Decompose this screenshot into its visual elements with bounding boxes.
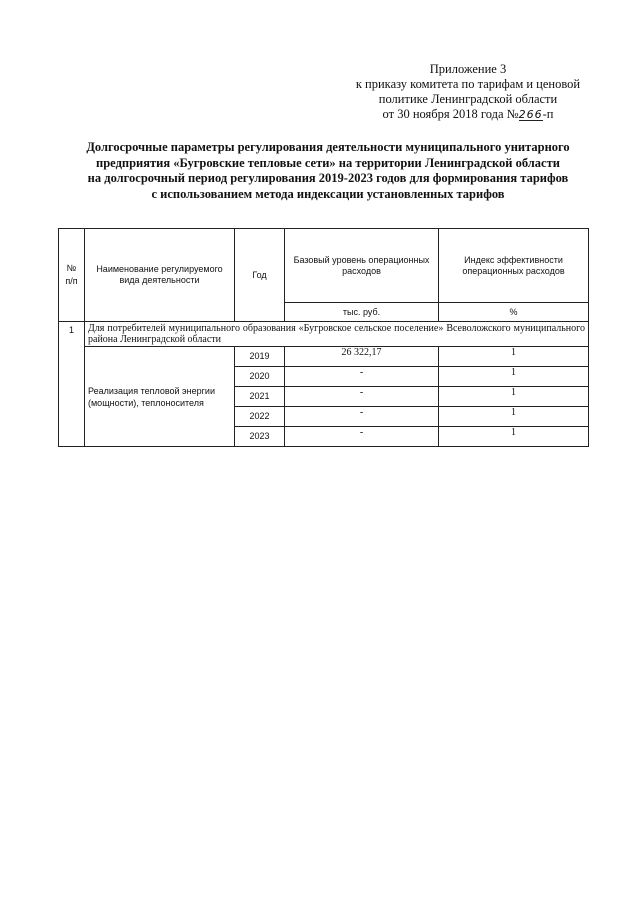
header-number-sign: № (66, 263, 77, 273)
row-base-level: 26 322,17 (285, 347, 439, 367)
appendix-title: Приложение 3 (429, 62, 507, 76)
unit-efficiency-index: % (439, 303, 589, 322)
group-number: 1 (59, 322, 85, 447)
row-efficiency-index: 1 (439, 427, 589, 447)
appendix-header (340, 62, 596, 122)
order-suffix: -п (542, 107, 554, 121)
table-header-row (59, 229, 589, 303)
table-row (59, 347, 589, 367)
row-year: 2021 (235, 387, 285, 407)
header-number-abbr: п/п (65, 276, 78, 286)
unit-base-level: тыс. руб. (285, 303, 439, 322)
row-base-level: - (285, 387, 439, 407)
row-base-level: - (285, 367, 439, 387)
title-line-3: на долгосрочный период регулирования 2019-2023 годов для формирования тарифов (87, 171, 569, 185)
row-base-level: - (285, 427, 439, 447)
title-line-4: с использованием метода индексации установленных тарифов (151, 186, 505, 201)
title-line-1: Долгосрочные параметры регулирования деятельности муниципального унитарного (86, 140, 570, 154)
row-base-level: - (285, 407, 439, 427)
header-base-level: Базовый уровень операционных расходов (285, 229, 439, 303)
row-efficiency-index: 1 (439, 367, 589, 387)
row-year: 2020 (235, 367, 285, 387)
header-year: Год (235, 229, 285, 322)
activity-name: Реализация тепловой энергии (мощности), теплоносителя (85, 347, 235, 447)
appendix-date-line (340, 107, 596, 122)
row-efficiency-index: 1 (439, 407, 589, 427)
appendix-order-ref: к приказу комитета по тарифам и ценовой (355, 77, 581, 91)
document-title (72, 140, 584, 202)
row-year: 2019 (235, 347, 285, 367)
row-efficiency-index: 1 (439, 387, 589, 407)
header-activity: Наименование регулируемого вида деятельности (85, 229, 235, 322)
order-number-handwritten: 266 (518, 108, 543, 121)
group-description: Для потребителей муниципального образования «Бугровское сельское поселение» Всеволожского муниципального района Ленинградской области (85, 322, 589, 347)
row-year: 2023 (235, 427, 285, 447)
table-group-row (59, 322, 589, 347)
appendix-date: от 30 ноября 2018 года № (382, 107, 519, 121)
row-year: 2022 (235, 407, 285, 427)
row-efficiency-index: 1 (439, 347, 589, 367)
appendix-authority: политике Ленинградской области (378, 92, 558, 106)
header-efficiency-index: Индекс эффективности операционных расходов (439, 229, 589, 303)
title-line-2: предприятия «Бугровские тепловые сети» на территории Ленинградской области (96, 155, 560, 170)
parameters-table (58, 228, 589, 447)
header-number (59, 229, 85, 322)
